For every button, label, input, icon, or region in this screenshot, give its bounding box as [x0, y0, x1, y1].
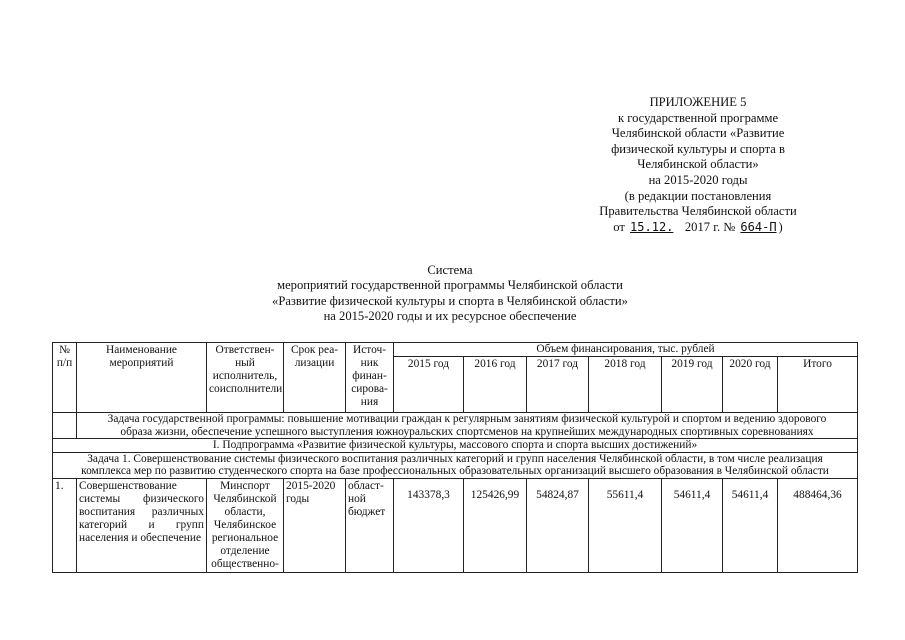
appendix-line: на 2015-2020 годы [648, 172, 748, 187]
decree-number: 664-П [740, 219, 777, 234]
task-row [53, 452, 858, 478]
date-prefix: от [613, 219, 625, 234]
header-year: 2016 год [464, 357, 527, 413]
header-year: 2017 год [527, 357, 589, 413]
title-line: на 2015-2020 годы и их ресурсное обеспечение [323, 309, 577, 324]
goal-line: Задача государственной программы: повышение мотивации граждан к регулярным занятиям физической культурой и спортом и ведению здорового [107, 413, 827, 425]
header-year: 2018 год [589, 357, 662, 413]
header-source: Источ-ник финан-сирова-ния [346, 343, 394, 413]
appendix-line: ПРИЛОЖЕНИЕ 5 [649, 95, 747, 109]
appendix-line: физической культуры и спорта в [611, 141, 785, 156]
row-value-2019: 54611,4 [662, 478, 723, 572]
table-header-row [53, 343, 858, 357]
row-value-2020: 54611,4 [723, 478, 778, 572]
row-term: 2015-2020 годы [284, 478, 346, 572]
title-line: мероприятий государственной программы Челябинской области [277, 278, 623, 293]
appendix-block [548, 95, 848, 235]
row-value-2015: 143378,3 [394, 478, 464, 572]
row-value-2017: 54824,87 [527, 478, 589, 572]
header-name: Наименование мероприятий [77, 343, 207, 413]
row-executor: Минспорт Челябинской области, Челябинское региональное отделение общественно- [207, 478, 284, 572]
decree-date-line [548, 220, 848, 236]
row-name: Совершенствование системы физического воспитания различных категорий и групп населения и обеспечение [77, 478, 207, 572]
goal-text [77, 413, 858, 439]
decree-day: 15.12. [630, 219, 674, 234]
row-value-2018: 55611,4 [589, 478, 662, 572]
title-line: Система [427, 263, 473, 277]
header-num: № п/п [53, 343, 77, 413]
header-year: 2020 год [723, 357, 778, 413]
appendix-line: (в редакции постановления [624, 188, 772, 203]
header-year: 2019 год [662, 357, 723, 413]
task-line: Задача 1. Совершенствование системы физического воспитания различных категорий и групп населения Челябинской области, в том числе реализация [87, 452, 823, 465]
appendix-line: Челябинской области» [637, 157, 759, 172]
row-value-2016: 125426,99 [464, 478, 527, 572]
header-funding-group: Объем финансирования, тыс. рублей [394, 343, 858, 357]
measures-table [52, 342, 858, 573]
appendix-line: Челябинской области «Развитие [611, 126, 785, 141]
subprogram-row [53, 439, 858, 453]
header-term: Срок реа-лизации [284, 343, 346, 413]
decree-year: 2017 г. № [684, 219, 736, 234]
appendix-line: к государственной программе [617, 110, 779, 125]
subprogram-title: I. Подпрограмма «Развитие физической культуры, массового спорта и спорта высших достижений» [53, 439, 858, 453]
title-line: «Развитие физической культуры и спорта в Челябинской области» [272, 293, 628, 308]
header-total: Итого [778, 357, 858, 413]
document-title [200, 263, 700, 325]
goal-row [53, 413, 858, 439]
row-value-total: 488464,36 [778, 478, 858, 572]
table-row [53, 478, 858, 572]
row-num: 1. [53, 478, 77, 572]
goal-line: образа жизни, обеспечение успешного выступления южноуральских спортсменов на крупнейших международных спортивных соревнованиях [120, 425, 814, 438]
header-year: 2015 год [394, 357, 464, 413]
date-suffix: ) [778, 219, 783, 234]
row-source: област-ной бюджет [346, 478, 394, 572]
header-executor: Ответствен-ный исполнитель, соисполнители [207, 343, 284, 413]
task-text [53, 452, 858, 478]
task-line: комплекса мер по развитию студенческого спорта на базе профессиональных образовательных организаций высшего образования в Челябинской области [81, 465, 829, 478]
appendix-line: Правительства Челябинской области [599, 204, 797, 219]
